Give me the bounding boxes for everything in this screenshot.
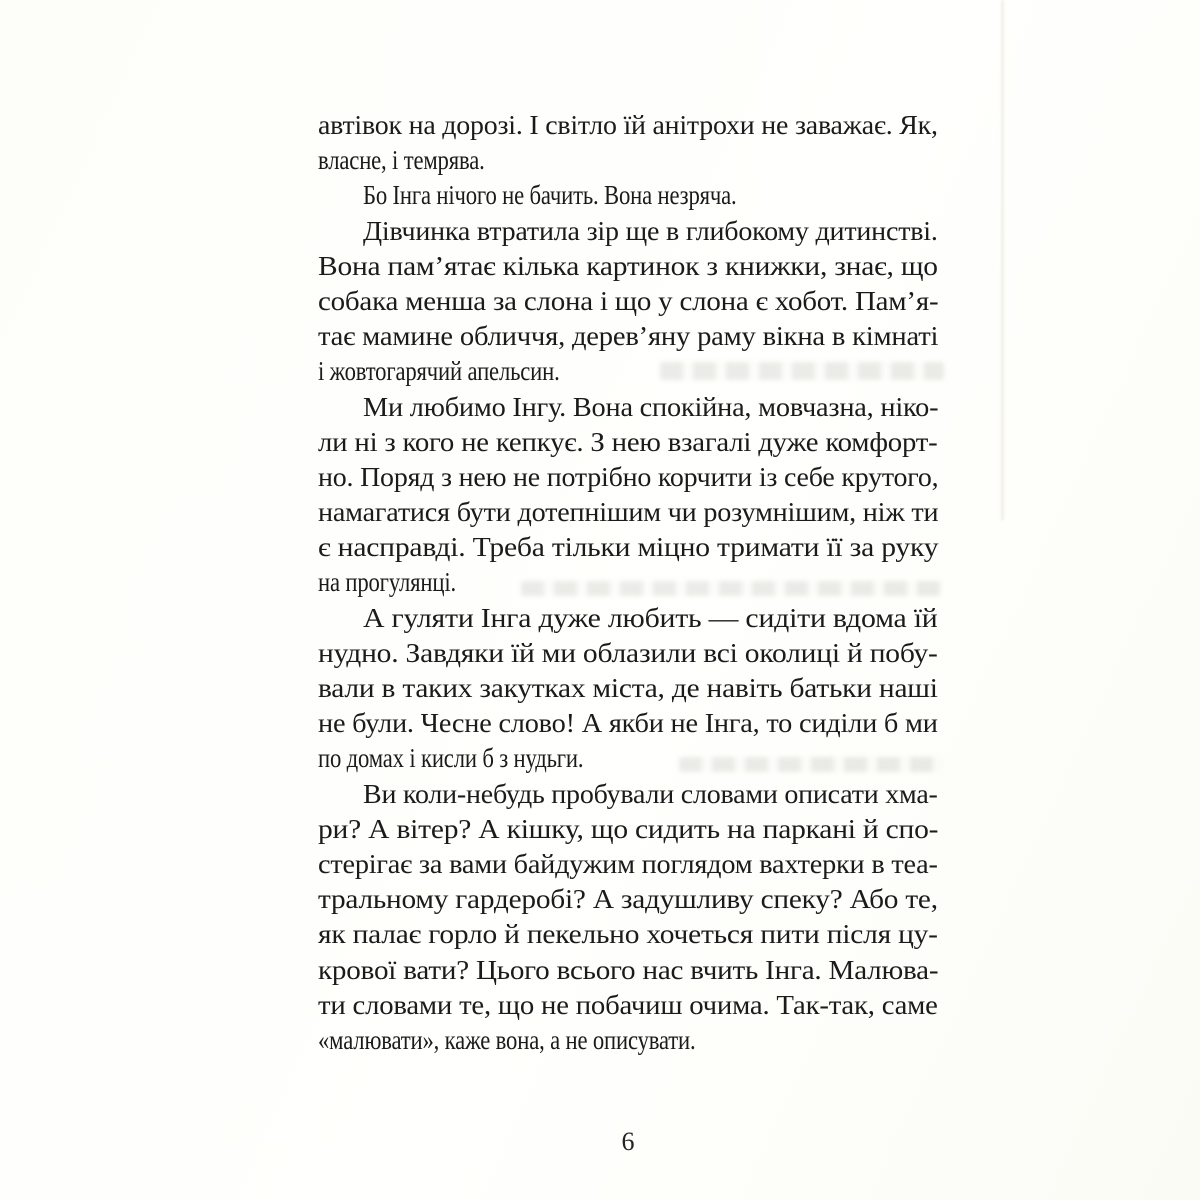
text-line-content: Дівчинка втратила зір ще в глибокому дитинстві. (363, 215, 938, 246)
text-line-content: Ви коли-небудь пробували словами описати хма- (363, 778, 938, 809)
text-line-content: як палає горло й пекельно хочеться пити після цу- (318, 919, 938, 950)
text-line (318, 847, 938, 882)
text-line (318, 741, 938, 776)
text-line (318, 601, 938, 636)
text-line-content: автівок на дорозі. І світло їй анітрохи не заважає. Як, (318, 110, 938, 140)
text-line (318, 988, 938, 1023)
text-line (318, 425, 938, 460)
text-line-content: ри? А вітер? А кішку, що сидить на паркані й спо- (318, 813, 939, 844)
text-line (318, 636, 938, 671)
text-line (318, 671, 938, 706)
text-line (318, 143, 938, 178)
text-line-content: стерігає за вами байдужим поглядом вахтерки в теа- (318, 848, 938, 879)
page-text-block (318, 108, 938, 1058)
text-line (318, 108, 938, 143)
text-line (318, 178, 938, 213)
text-line-content: намагатися бути дотепнішим чи розумнішим, ніж ти (318, 497, 939, 528)
text-line (318, 953, 938, 988)
scan-edge-streak (1001, 0, 1004, 520)
text-line-content: тає мамине обличчя, дерев’яну раму вікна в кімнаті (318, 321, 939, 352)
text-line-content: ли ні з кого не кепкує. З нею взагалі дуже комфорт- (318, 426, 938, 457)
text-line (318, 390, 938, 425)
text-line-content: А гуляти Інга дуже любить — сидіти вдома їй (363, 602, 938, 633)
text-line-content: не були. Чесне слово! А якби не Інга, то сиділи б ми (318, 708, 938, 739)
text-line-content: Вона пам’ятає кілька картинок з книжки, знає, що (318, 250, 938, 281)
text-line (318, 530, 938, 565)
text-line-content: є насправді. Треба тільки міцно тримати її за руку (318, 532, 939, 563)
text-line-content: і жовтогарячий апельсин. (318, 356, 560, 387)
text-line-content: вали в таких закутках міста, де навіть батьки наші (318, 673, 938, 703)
text-line-content: крової вати? Цього всього нас вчить Інга. Малюва- (318, 954, 939, 985)
text-line (318, 249, 938, 284)
text-line-content: на прогулянці. (318, 567, 456, 598)
text-line (318, 495, 938, 530)
text-line (318, 1023, 938, 1058)
text-line-content: нудно. Завдяки їй ми облазили всі околиці й побу- (318, 637, 938, 668)
text-line (318, 354, 938, 389)
text-line-content: собака менша за слона і що у слона є хобот. Пам’я- (318, 285, 939, 316)
text-line (318, 565, 938, 600)
text-line-content: «малювати», каже вона, а не описувати. (318, 1024, 696, 1055)
text-line-content: Бо Інга нічого не бачить. Вона незряча. (363, 180, 737, 211)
text-line (318, 284, 938, 319)
text-line (318, 706, 938, 741)
text-line-content: тральному гардеробі? А задушливу спеку? Або те, (318, 884, 938, 915)
text-line-content: ти словами те, що не побачиш очима. Так-так, саме (318, 989, 938, 1020)
text-line (318, 214, 938, 249)
page-number: 6 (621, 1127, 635, 1156)
text-line (318, 812, 938, 847)
text-line (318, 882, 938, 917)
text-line (318, 460, 938, 495)
text-line-content: Ми любимо Інгу. Вона спокійна, мовчазна, ніко- (363, 391, 939, 422)
text-line (318, 319, 938, 354)
text-line (318, 777, 938, 812)
text-line-content: но. Поряд з нею не потрібно корчити із себе крутого, (318, 461, 939, 492)
text-line-content: по домах і кисли б з нудьги. (318, 743, 584, 774)
text-line-content: власне, і темрява. (318, 145, 485, 176)
text-line (318, 917, 938, 952)
